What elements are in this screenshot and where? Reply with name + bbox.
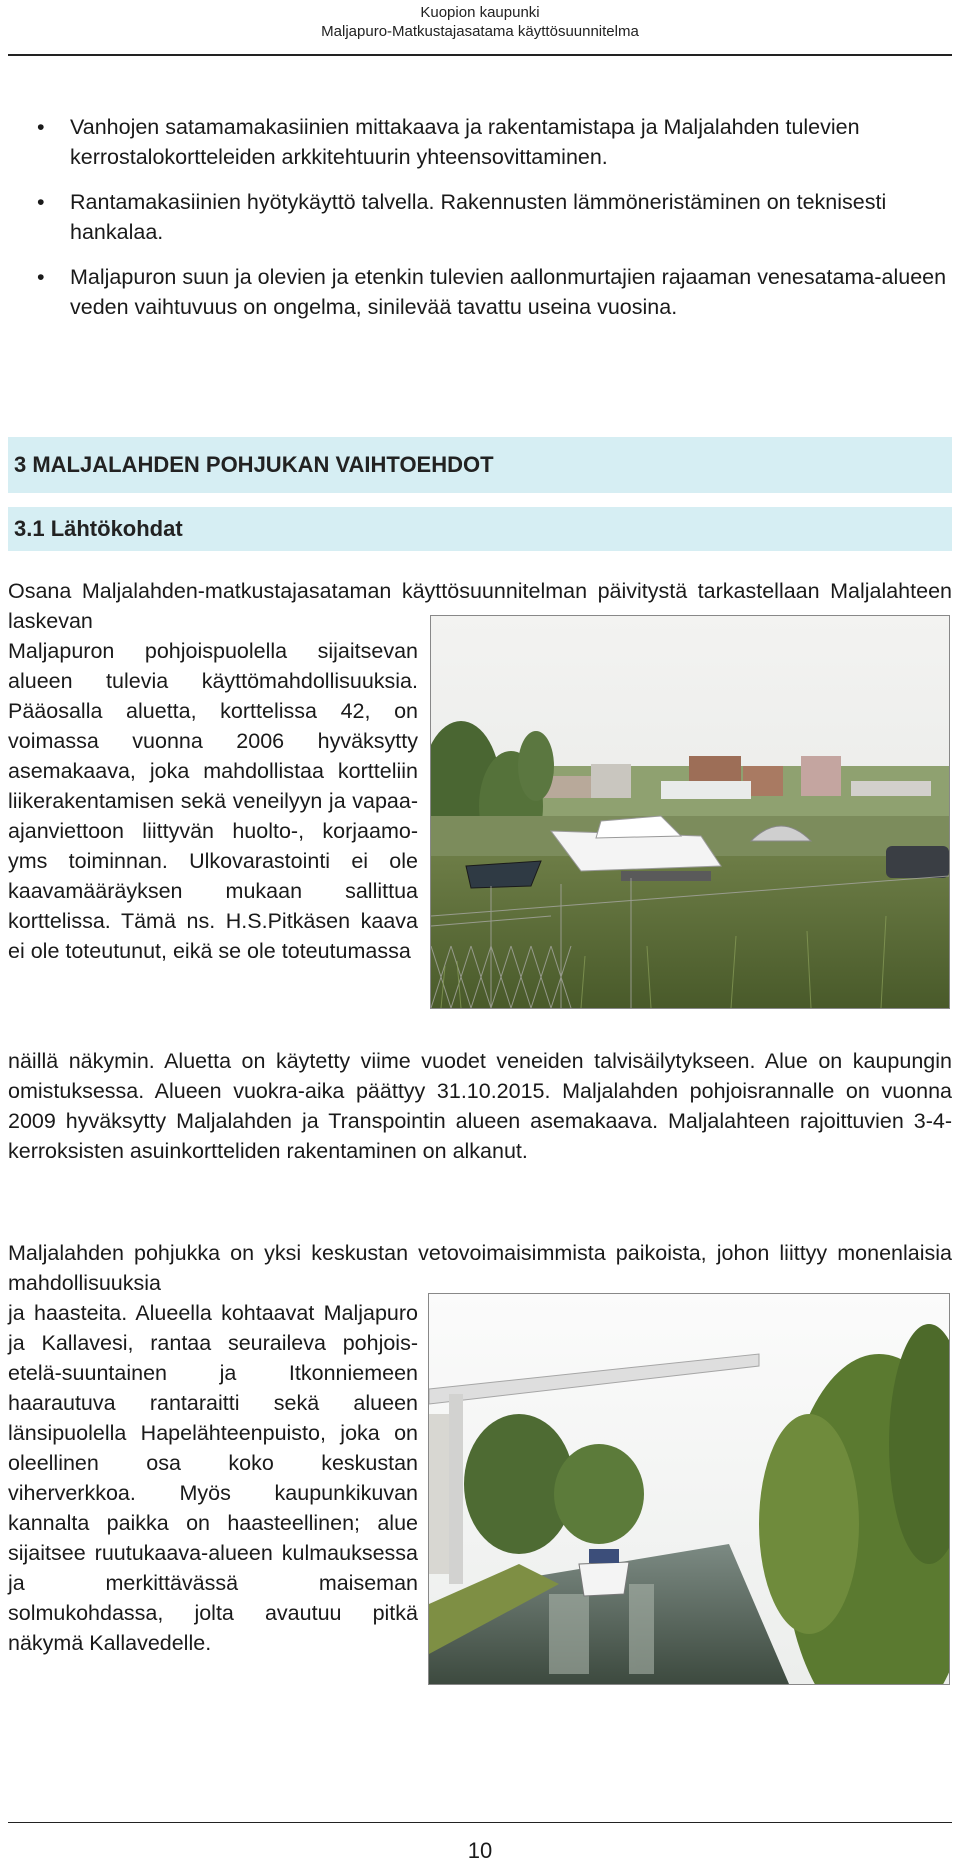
paragraph-1-top: Osana Maljalahden-matkustajasataman käyttösuunnitelman päivitystä tarkastellaan Maljalahteen laskevan [8, 579, 952, 633]
bullet-list [70, 112, 950, 337]
page-number: 10 [467, 1838, 493, 1863]
paragraph-2-top: Maljalahden pohjukka on yksi keskustan vetovoimaisimmista paikoista, johon liittyy monenlaisia mahdollisuuksia [8, 1241, 952, 1295]
footer-rule [8, 1822, 952, 1823]
subsection-heading: 3.1 Lähtökohdat [14, 516, 183, 541]
boat-storage-photo [430, 615, 950, 1009]
maljapuro-stream-photo [428, 1293, 950, 1685]
header-doc-title: Maljapuro-Matkustajasatama käyttösuunnitelma [321, 23, 639, 40]
header-org: Kuopion kaupunki [420, 4, 540, 21]
bullet-item: • Maljapuron suun ja olevien ja etenkin tulevien aallonmurtajien rajaaman venesatama-alueen veden vaihtuvuus on ongelma, sinilevää tavattu useina vuosina. [70, 262, 950, 322]
paragraph-1-side: Maljapuron pohjoispuolella sijaitsevan alueen tulevia käyttömahdollisuuksia. Pääosalla aluetta, korttelissa 42, on voimassa vuonna 2006 hyväksytty asemakaava, joka mahdollistaa kortteliin liikerakentamisen sekä veneilyyn ja vapaa-ajanviettoon liittyvän huolto-, korjaamo- yms toiminnan. Ulkovarastointi ei ole kaavamääräyksen mukaan sallittua korttelissa. Tämä ns. H.S.Pitkäsen kaava ei ole toteutunut, eikä se ole toteutumassa [8, 639, 418, 963]
subsection-heading-band [8, 507, 952, 551]
paragraph-1-bottom: näillä näkymin. Aluetta on käytetty viime vuodet veneiden talvisäilytykseen. Alue on kaupungin omistuksessa. Alueen vuokra-aika päättyy 31.10.2015. Maljalahden pohjoisrannalle on vuonna 2009 hyväksytty Maljalahden ja Transpointin alueen asemakaava. Maljalahteen rajoittuvien 3-4-kerroksisten asuinkortteliden rakentaminen on alkanut. [8, 1049, 952, 1163]
bullet-item: • Vanhojen satamamakasiinien mittakaava ja rakentamistapa ja Maljalahden tulevien kerrostalokortteleiden arkkitehtuurin yhteensovittaminen. [70, 112, 950, 172]
section-heading-band [8, 437, 952, 493]
page-header [0, 0, 960, 41]
bullet-item: • Rantamakasiinien hyötykäyttö talvella. Rakennusten lämmöneristäminen on teknisesti hankalaa. [70, 187, 950, 247]
section-heading: 3 MALJALAHDEN POHJUKAN VAIHTOEHDOT [14, 452, 494, 477]
maljapuro-stream-photo-illustration [429, 1294, 949, 1684]
paragraph-2-side: ja haasteita. Alueella kohtaavat Maljapuro ja Kallavesi, rantaa seuraileva pohjois-etelä-suuntainen ja Itkonniemeen haarautuva rantaraitti sekä alueen länsipuolella Hapelähteenpuisto, joka on oleellinen osa koko keskustan viherverkkoa. Myös kaupunkikuvan kannalta paikka on haasteellinen; alue sijaitsee ruutukaava-alueen kulmauksessa ja merkittävässä maiseman solmukohdassa, jolta avautuu pitkä näkymä Kallavedelle. [8, 1301, 418, 1655]
boat-storage-photo-illustration [431, 616, 949, 1008]
header-rule [8, 54, 952, 56]
